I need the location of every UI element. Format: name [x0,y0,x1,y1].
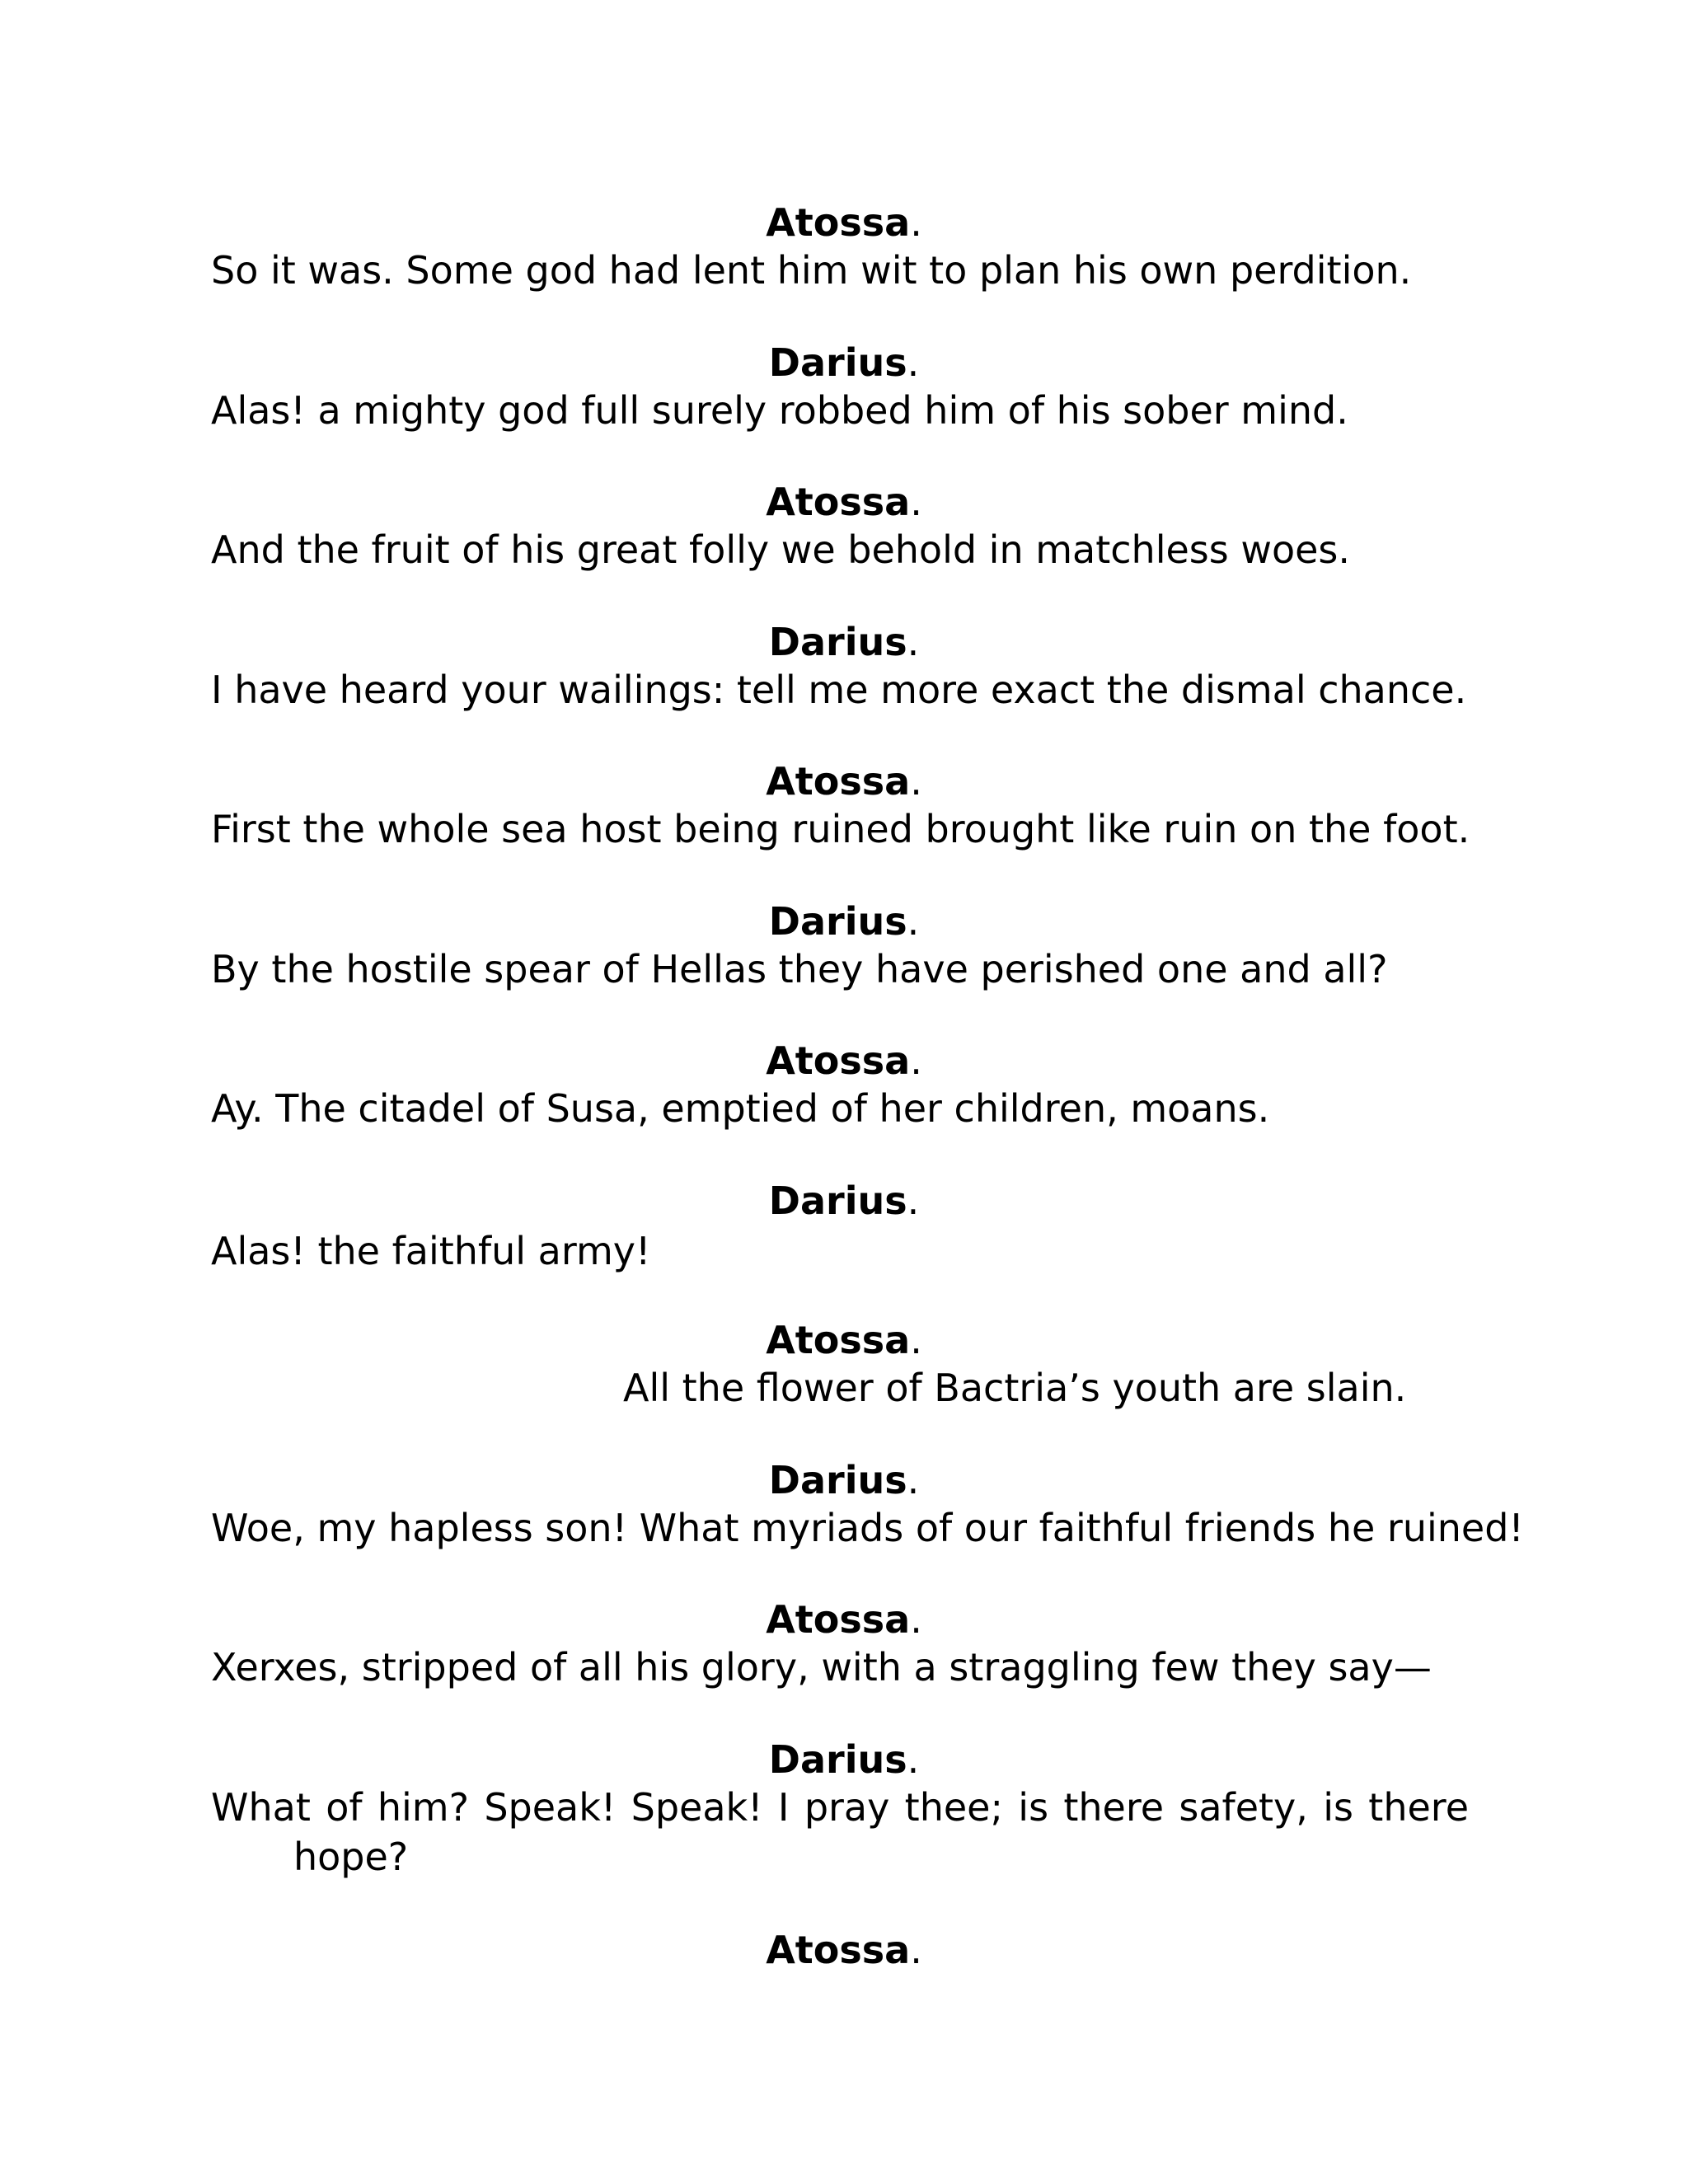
speaker-name: Darius [768,899,907,944]
speaker-period: . [907,1179,920,1223]
speaker-name: Atossa [766,200,911,245]
speaker-heading [0,1735,1688,1784]
speaker-name: Atossa [766,480,911,524]
dialogue-line: Xerxes, stripped of all his glory, with a straggling few they say— [211,1645,1432,1690]
speaker-heading [0,617,1688,667]
dialogue-line: So it was. Some god had lent him wit to plan his own perdition. [211,248,1412,293]
speaker-period: . [910,480,922,524]
speaker-heading [0,338,1688,387]
speaker-heading [0,198,1688,247]
speaker-heading [0,1455,1688,1505]
speaker-period: . [907,1458,920,1502]
speaker-name: Atossa [766,1318,911,1362]
speaker-period: . [910,1597,922,1642]
speaker-heading [0,1036,1688,1085]
speaker-name: Atossa [766,759,911,804]
speaker-heading [0,897,1688,946]
speaker-heading [0,1176,1688,1226]
dialogue-line: And the fruit of his great folly we behold in matchless woes. [211,527,1350,572]
speaker-name: Darius [768,620,907,664]
speaker-heading [0,757,1688,806]
speaker-name: Darius [768,1737,907,1782]
speaker-name: Darius [768,1458,907,1502]
dialogue-line: By the hostile spear of Hellas they have perished one and all? [211,947,1388,991]
dialogue-line: I have heard your wailings: tell me more exact the dismal chance. [211,668,1467,712]
speaker-period: . [910,1038,922,1083]
dialogue-line [211,1783,1469,1882]
dialogue-line: Ay. The citadel of Susa, emptied of her children, moans. [211,1086,1270,1131]
speaker-period: . [907,1737,920,1782]
dialogue-line: First the whole sea host being ruined brought like ruin on the foot. [211,807,1470,851]
speaker-name: Atossa [766,1928,911,1972]
speaker-name: Atossa [766,1597,911,1642]
speaker-period: . [910,759,922,804]
speaker-period: . [907,899,920,944]
dialogue-line: Alas! a mighty god full surely robbed him of his sober mind. [211,388,1348,433]
speaker-heading [0,1315,1688,1365]
dialogue-line-first: What of him? Speak! Speak! I pray thee; is there safety, is there [211,1785,1469,1830]
speaker-heading [0,1595,1688,1644]
speaker-period: . [910,1318,922,1362]
speaker-heading [0,477,1688,527]
dialogue-line: All the flower of Bactria’s youth are slain. [623,1366,1407,1410]
speaker-period: . [907,340,920,385]
speaker-name: Atossa [766,1038,911,1083]
speaker-period: . [910,1928,922,1972]
speaker-name: Darius [768,1179,907,1223]
speaker-heading [0,1925,1688,1975]
dialogue-line: Alas! the faithful army! [211,1229,651,1273]
speaker-period: . [907,620,920,664]
dialogue-line: Woe, my hapless son! What myriads of our faithful friends he ruined! [211,1506,1524,1550]
speaker-name: Darius [768,340,907,385]
speaker-period: . [910,200,922,245]
dialogue-line-continuation: hope? [293,1835,409,1879]
